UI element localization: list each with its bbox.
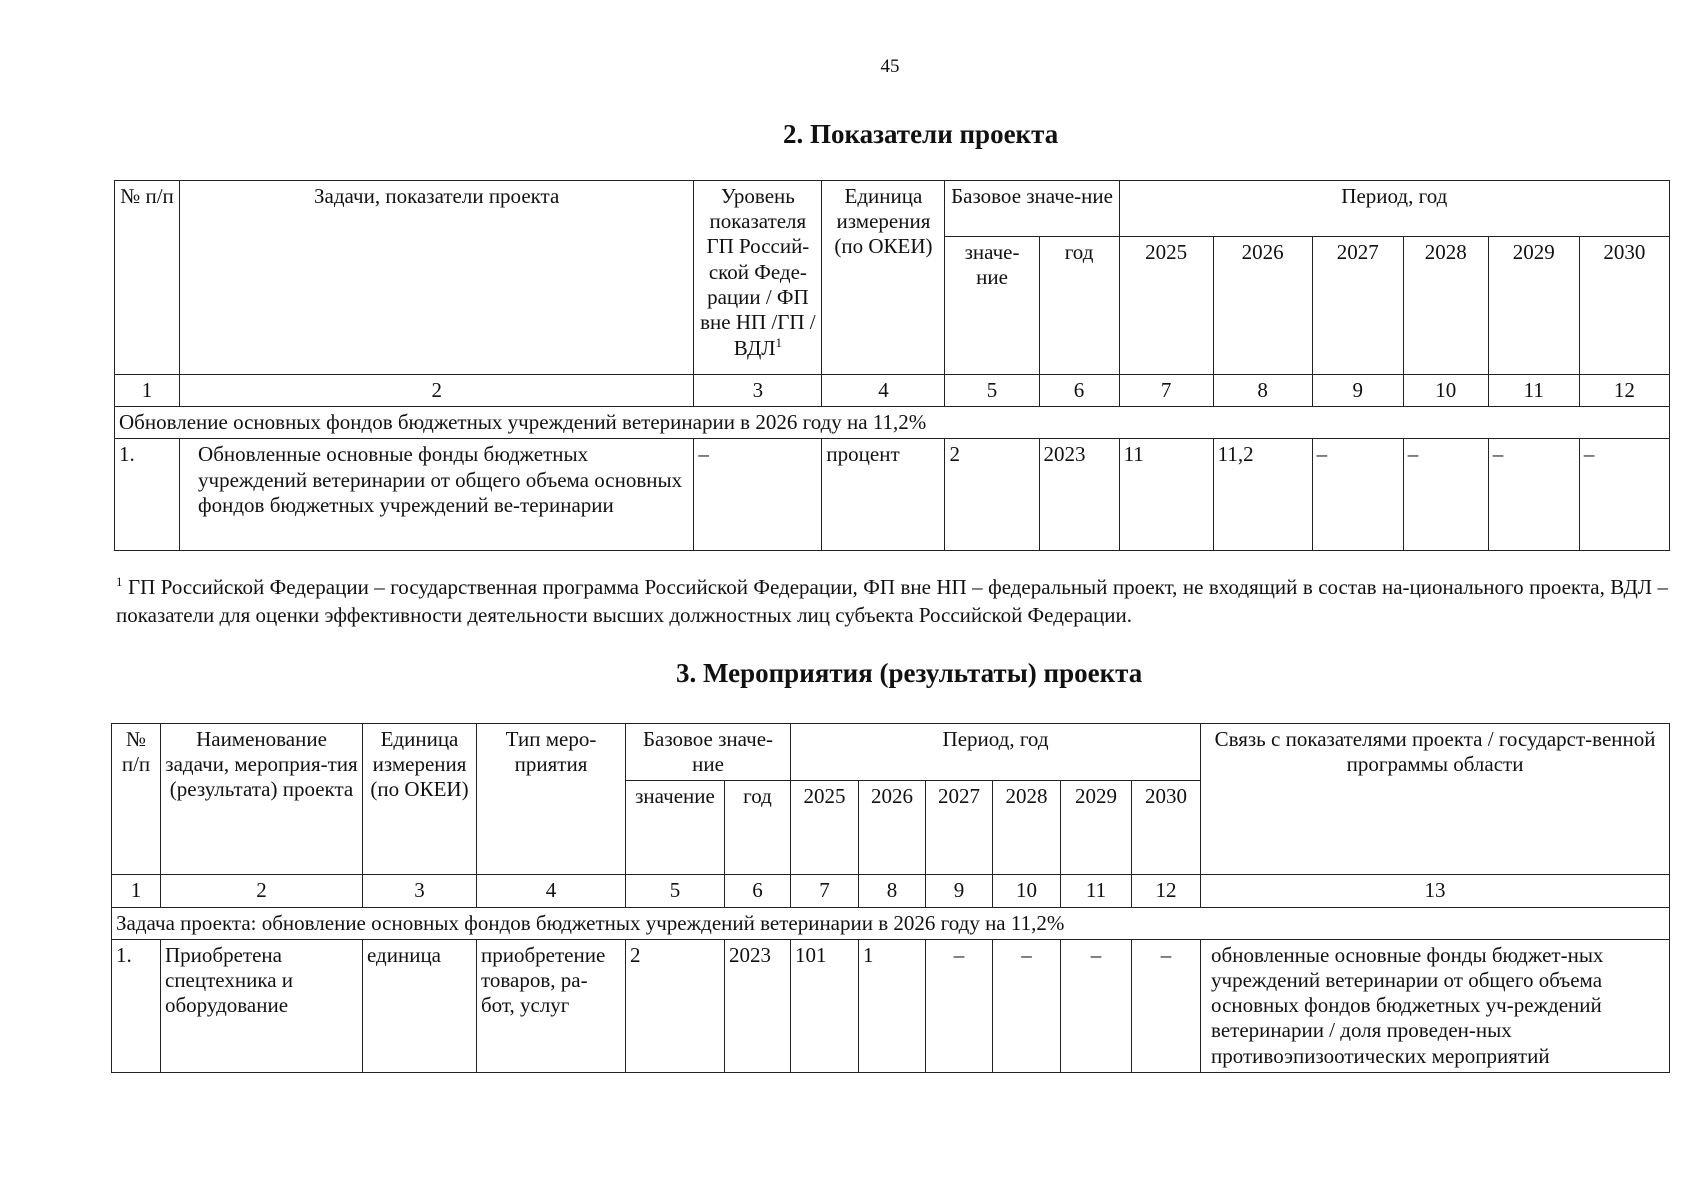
row-value: 1 bbox=[859, 939, 926, 1072]
header-year: 2026 bbox=[1213, 237, 1312, 375]
row-link: обновленные основные фонды бюджет-ных учреждений ветеринарии от общего объема основных фондов бюджетных уч-реждений ветеринарии / доля проведен-ных противоэпизоотических мероприятий bbox=[1201, 939, 1670, 1072]
header-year: 2025 bbox=[1119, 237, 1213, 375]
column-number: 11 bbox=[1488, 375, 1579, 407]
row-unit: единица bbox=[363, 939, 477, 1072]
header-base-year: год bbox=[725, 781, 791, 875]
row-value: – bbox=[993, 939, 1061, 1072]
row-value: – bbox=[1132, 939, 1201, 1072]
column-number: 10 bbox=[993, 875, 1061, 907]
column-number: 2 bbox=[180, 375, 694, 407]
header-level bbox=[694, 181, 822, 375]
column-numbers-row bbox=[112, 875, 1670, 907]
column-number: 4 bbox=[822, 375, 945, 407]
row-base-value: 2 bbox=[945, 439, 1039, 551]
row-base-year: 2023 bbox=[1039, 439, 1119, 551]
footnote-ref: 1 bbox=[775, 335, 783, 351]
header-year: 2025 bbox=[791, 781, 859, 875]
row-value: – bbox=[1488, 439, 1579, 551]
column-number: 8 bbox=[859, 875, 926, 907]
row-indicator-name: Обновленные основные фонды бюджетных учреждений ветеринарии от общего объема основных фондов бюджетных учреждений ве-теринарии bbox=[180, 439, 694, 551]
row-value: – bbox=[1312, 439, 1403, 551]
column-number: 6 bbox=[725, 875, 791, 907]
column-number: 12 bbox=[1579, 375, 1669, 407]
column-number: 9 bbox=[1312, 375, 1403, 407]
section-3-title: 3. Мероприятия (результаты) проекта bbox=[676, 658, 1143, 688]
column-number: 3 bbox=[363, 875, 477, 907]
row-level: – bbox=[694, 439, 822, 551]
header-link: Связь с показателями проекта / государст-венной программы области bbox=[1201, 724, 1670, 875]
column-number: 13 bbox=[1201, 875, 1670, 907]
header-num: № п/п bbox=[115, 181, 180, 375]
row-base-year: 2023 bbox=[725, 939, 791, 1072]
header-unit: Единица измерения (по ОКЕИ) bbox=[822, 181, 945, 375]
task-title: Задача проекта: обновление основных фондов бюджетных учреждений ветеринарии в 2026 году на 11,2% bbox=[112, 907, 1670, 939]
row-unit: процент bbox=[822, 439, 945, 551]
row-base-value: 2 bbox=[626, 939, 725, 1072]
section-2-title: 2. Показатели проекта bbox=[783, 119, 1059, 149]
footnote bbox=[116, 573, 1668, 630]
task-row bbox=[115, 407, 1670, 439]
column-number: 4 bbox=[477, 875, 626, 907]
header-year: 2029 bbox=[1488, 237, 1579, 375]
header-year: 2027 bbox=[926, 781, 993, 875]
column-number: 1 bbox=[115, 375, 180, 407]
table-row bbox=[115, 439, 1670, 551]
column-number: 5 bbox=[626, 875, 725, 907]
column-number: 5 bbox=[945, 375, 1039, 407]
header-period: Период, год bbox=[791, 724, 1201, 781]
footnote-mark: 1 bbox=[116, 574, 123, 589]
row-value: 11,2 bbox=[1213, 439, 1312, 551]
header-year: 2030 bbox=[1579, 237, 1669, 375]
project-indicators-table bbox=[114, 180, 1670, 551]
header-unit: Единица измерения (по ОКЕИ) bbox=[363, 724, 477, 875]
column-number: 9 bbox=[926, 875, 993, 907]
header-base: Базовое значе-ние bbox=[945, 181, 1119, 237]
column-number: 11 bbox=[1061, 875, 1132, 907]
column-numbers-row bbox=[115, 375, 1670, 407]
row-value: – bbox=[1061, 939, 1132, 1072]
header-num: № п/п bbox=[112, 724, 161, 875]
column-number: 3 bbox=[694, 375, 822, 407]
header-year: 2026 bbox=[859, 781, 926, 875]
project-activities-table bbox=[111, 723, 1670, 1073]
row-num: 1. bbox=[112, 939, 161, 1072]
task-row bbox=[112, 907, 1670, 939]
header-name: Наименование задачи, мероприя-тия (результата) проекта bbox=[161, 724, 363, 875]
header-row bbox=[115, 181, 1670, 237]
row-value: 11 bbox=[1119, 439, 1213, 551]
row-value: – bbox=[1403, 439, 1488, 551]
table-row bbox=[112, 939, 1670, 1072]
header-type: Тип меро-приятия bbox=[477, 724, 626, 875]
header-period: Период, год bbox=[1119, 181, 1669, 237]
column-number: 8 bbox=[1213, 375, 1312, 407]
header-base-year: год bbox=[1039, 237, 1119, 375]
header-year: 2030 bbox=[1132, 781, 1201, 875]
header-row bbox=[112, 724, 1670, 781]
header-year: 2029 bbox=[1061, 781, 1132, 875]
row-activity-name: Приобретена спецтехника и оборудование bbox=[161, 939, 363, 1072]
page-number: 45 bbox=[880, 56, 900, 77]
column-number: 10 bbox=[1403, 375, 1488, 407]
column-number: 7 bbox=[1119, 375, 1213, 407]
task-title: Обновление основных фондов бюджетных учреждений ветеринарии в 2026 году на 11,2% bbox=[115, 407, 1670, 439]
header-base: Базовое значе-ние bbox=[626, 724, 791, 781]
footnote-text: ГП Российской Федерации – государственная программа Российской Федерации, ФП вне НП – федеральный проект, не входящий в состав на-ционального проекта, ВДЛ – показатели для оценки эффективности деятельности высших должностных лиц субъекта Российской Федерации. bbox=[116, 575, 1668, 628]
row-value: – bbox=[1579, 439, 1669, 551]
header-year: 2028 bbox=[993, 781, 1061, 875]
column-number: 6 bbox=[1039, 375, 1119, 407]
row-num: 1. bbox=[115, 439, 180, 551]
column-number: 1 bbox=[112, 875, 161, 907]
header-year: 2027 bbox=[1312, 237, 1403, 375]
header-level-text: Уровень показателя ГП Россий-ской Феде-рации / ФП вне НП /ГП / ВДЛ bbox=[700, 184, 816, 361]
column-number: 7 bbox=[791, 875, 859, 907]
header-tasks: Задачи, показатели проекта bbox=[180, 181, 694, 375]
column-number: 2 bbox=[161, 875, 363, 907]
row-value: 101 bbox=[791, 939, 859, 1072]
header-base-value: значе-ние bbox=[945, 237, 1039, 375]
header-base-value: значение bbox=[626, 781, 725, 875]
row-type: приобретение товаров, ра-бот, услуг bbox=[477, 939, 626, 1072]
header-year: 2028 bbox=[1403, 237, 1488, 375]
row-value: – bbox=[926, 939, 993, 1072]
column-number: 12 bbox=[1132, 875, 1201, 907]
